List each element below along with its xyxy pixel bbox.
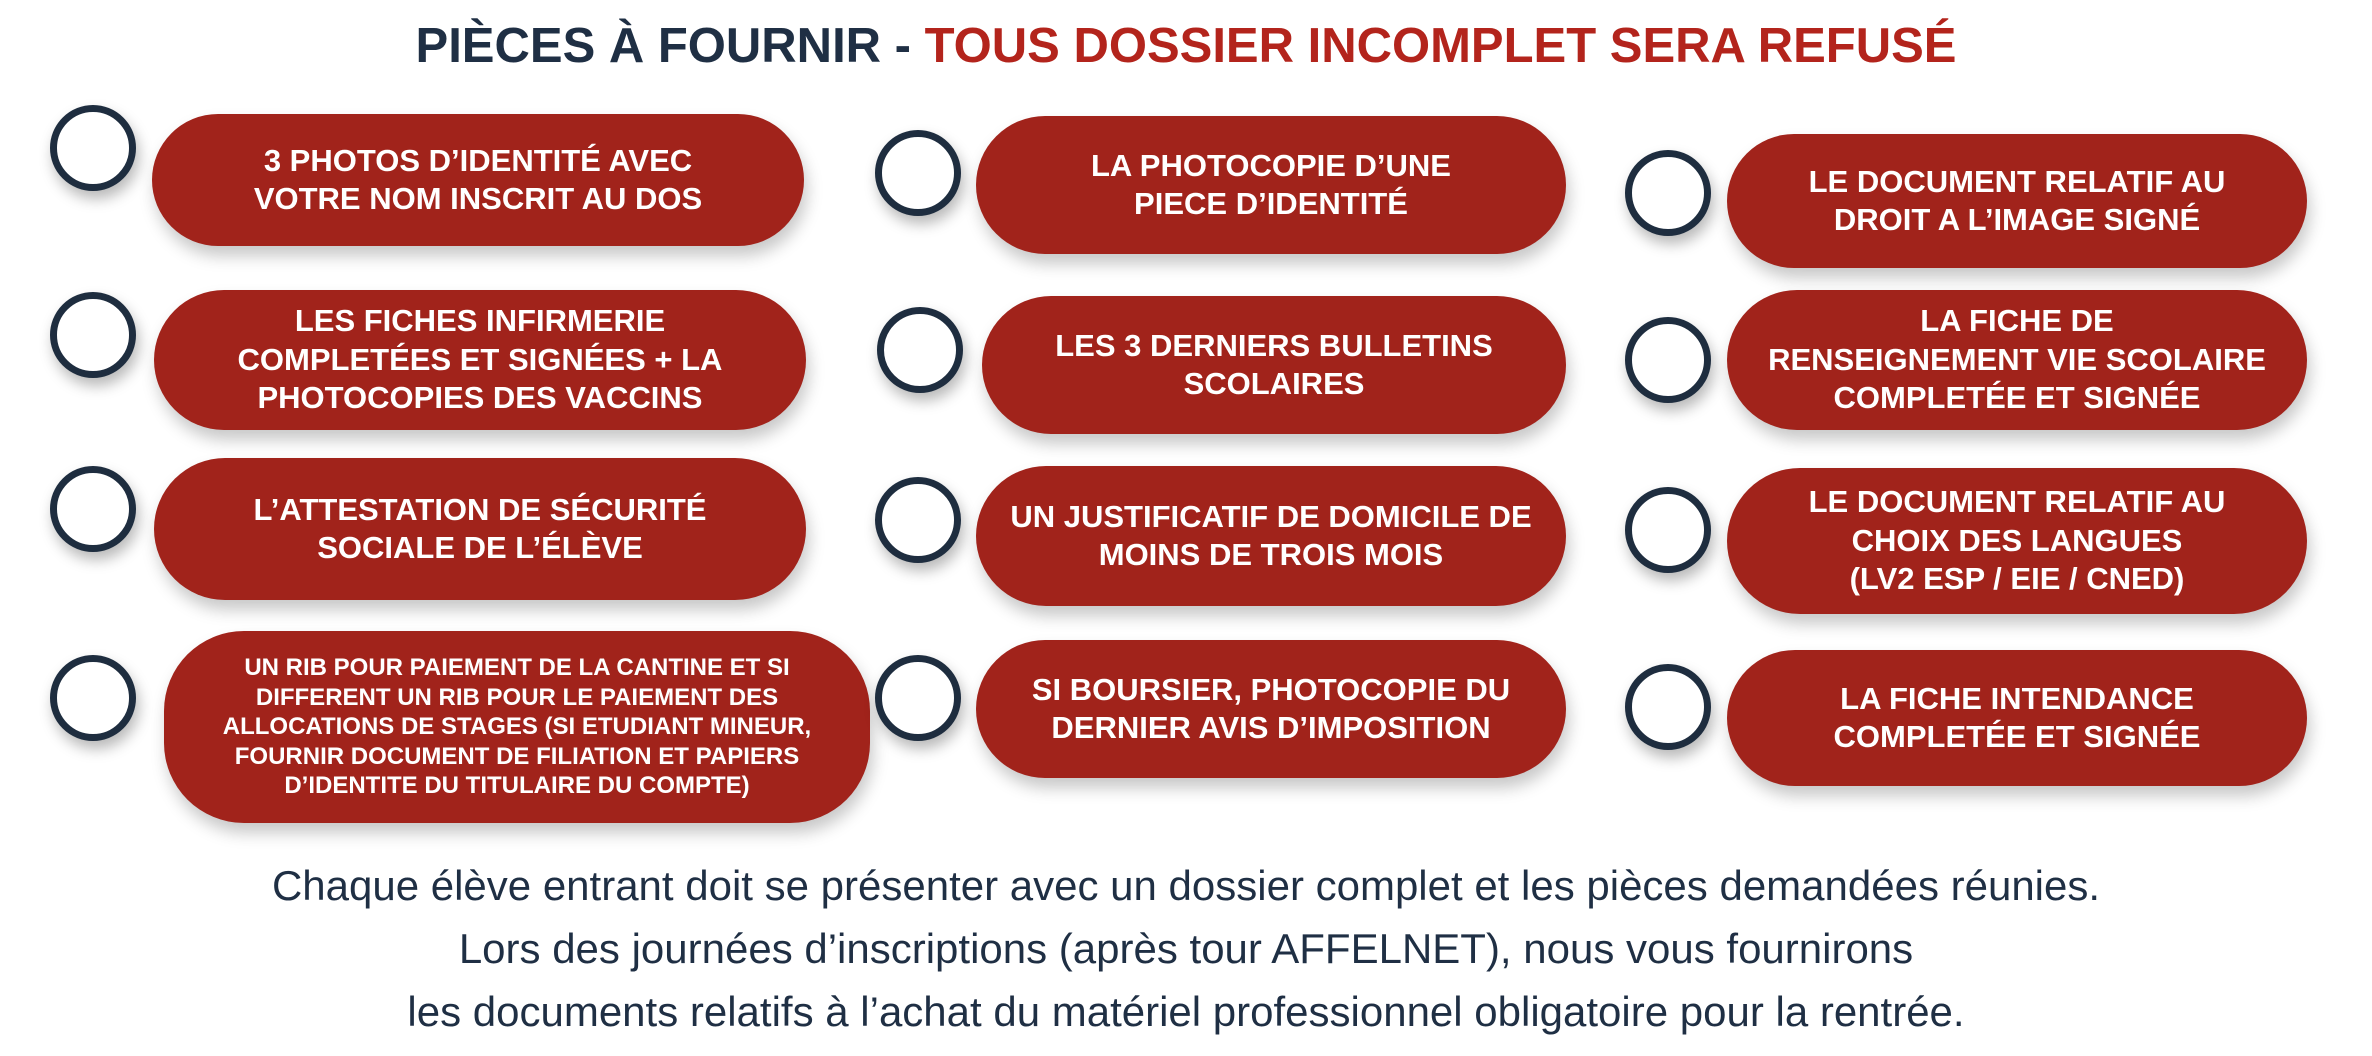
title-warning: TOUS DOSSIER INCOMPLET SERA REFUSÉ [924, 19, 1957, 73]
item-langues: LE DOCUMENT RELATIF AU CHOIX DES LANGUES (LV2 ESP / EIE / CNED) [1727, 468, 2307, 614]
checkbox-boursier[interactable] [875, 655, 961, 741]
item-bulletins: LES 3 DERNIERS BULLETINS SCOLAIRES [982, 296, 1566, 434]
footer-line-2: Lors des journées d’inscriptions (après tour AFFELNET), nous vous fournirons [458, 925, 1914, 972]
footer-line-1: Chaque élève entrant doit se présenter avec un dossier complet et les pièces demandées réunies. [271, 862, 2101, 909]
checkbox-intendance[interactable] [1625, 664, 1711, 750]
item-domicile: UN JUSTIFICATIF DE DOMICILE DE MOINS DE TROIS MOIS [976, 466, 1566, 606]
item-boursier: SI BOURSIER, PHOTOCOPIE DU DERNIER AVIS D’IMPOSITION [976, 640, 1566, 778]
title-prefix: PIÈCES À FOURNIR - [415, 19, 925, 73]
item-droit-image: LE DOCUMENT RELATIF AU DROIT A L’IMAGE SIGNÉ [1727, 134, 2307, 268]
checkbox-piece-identite[interactable] [875, 130, 961, 216]
checkbox-fiches-infirmerie[interactable] [50, 292, 136, 378]
item-securite-sociale: L’ATTESTATION DE SÉCURITÉ SOCIALE DE L’ÉLÈVE [154, 458, 806, 600]
item-intendance: LA FICHE INTENDANCE COMPLETÉE ET SIGNÉE [1727, 650, 2307, 786]
checkbox-domicile[interactable] [875, 477, 961, 563]
checkbox-rib[interactable] [50, 655, 136, 741]
checkbox-vie-scolaire[interactable] [1625, 317, 1711, 403]
item-rib: UN RIB POUR PAIEMENT DE LA CANTINE ET SI DIFFERENT UN RIB POUR LE PAIEMENT DES ALLOCATIONS DE STAGES (SI ETUDIANT MINEUR, FOURNIR DOCUMENT DE FILIATION ET PAPIERS D’IDENTITE DU TITULAIRE DU COMPTE) [164, 631, 870, 823]
checkbox-langues[interactable] [1625, 487, 1711, 573]
checkbox-securite-sociale[interactable] [50, 466, 136, 552]
item-piece-identite: LA PHOTOCOPIE D’UNE PIECE D’IDENTITÉ [976, 116, 1566, 254]
checkbox-droit-image[interactable] [1625, 150, 1711, 236]
page-title [0, 18, 2372, 74]
item-photos: 3 PHOTOS D’IDENTITÉ AVEC VOTRE NOM INSCRIT AU DOS [152, 114, 804, 246]
item-fiches-infirmerie: LES FICHES INFIRMERIE COMPLETÉES ET SIGNÉES + LA PHOTOCOPIES DES VACCINS [154, 290, 806, 430]
checkbox-bulletins[interactable] [877, 307, 963, 393]
item-vie-scolaire: LA FICHE DE RENSEIGNEMENT VIE SCOLAIRE COMPLETÉE ET SIGNÉE [1727, 290, 2307, 430]
checkbox-photos[interactable] [50, 105, 136, 191]
footer-line-3: les documents relatifs à l’achat du matériel professionnel obligatoire pour la rentrée. [407, 988, 1965, 1035]
